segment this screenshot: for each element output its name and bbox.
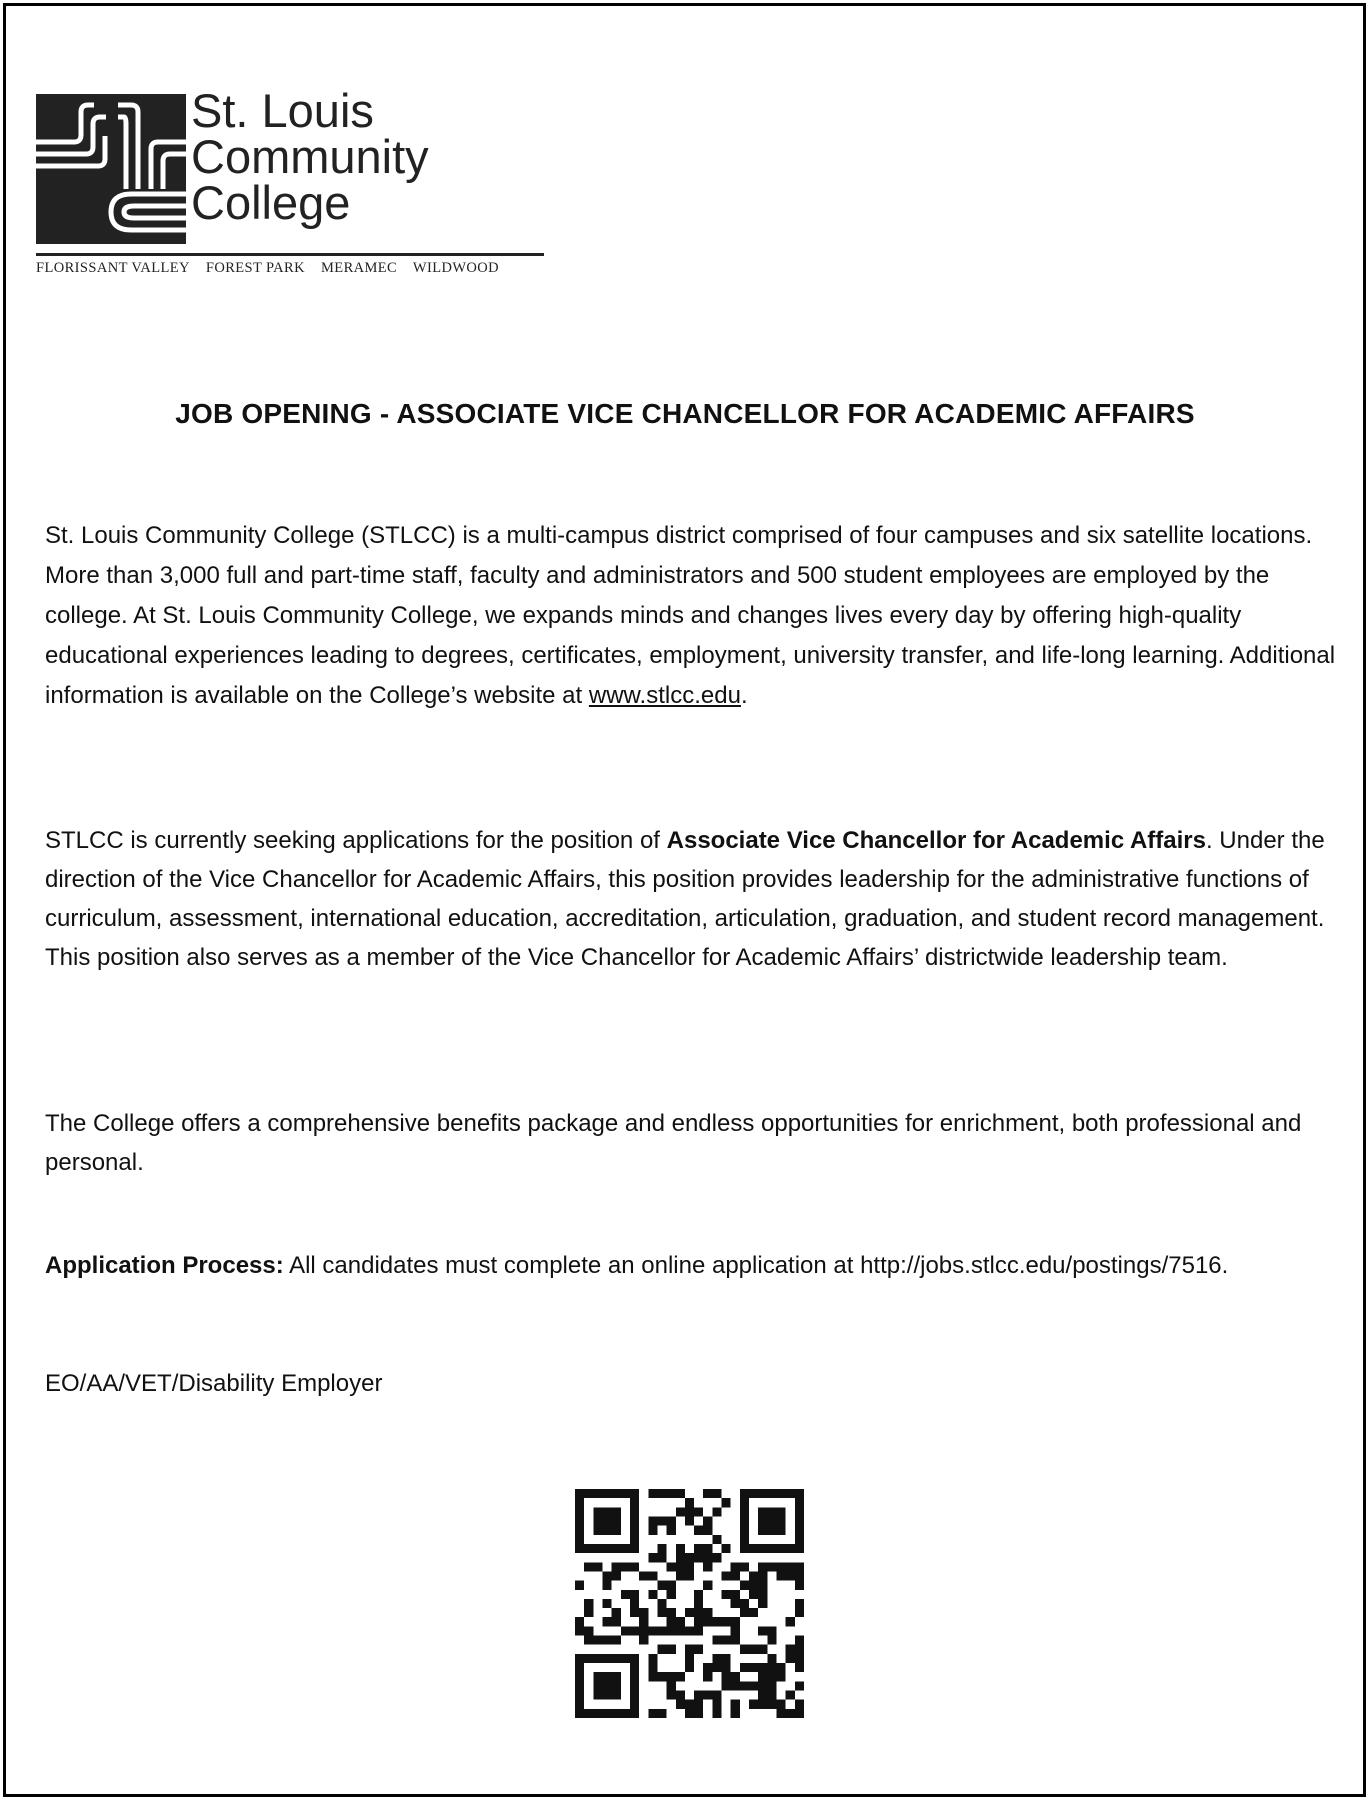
campus-florissant-valley: FLORISSANT VALLEY [36, 260, 190, 276]
college-emblem-icon [36, 94, 186, 244]
logo-divider [36, 253, 544, 256]
intro-end: . [740, 682, 748, 709]
campus-meramec: MERAMEC [321, 260, 398, 276]
campus-forest-park: FOREST PARK [205, 260, 305, 276]
website-link[interactable]: www.stlcc.edu [588, 682, 741, 709]
eeo-statement: EO/AA/VET/Disability Employer [45, 1370, 383, 1397]
wordmark-line-3: College [191, 176, 351, 229]
position-paragraph [45, 821, 1340, 977]
college-wordmark [191, 84, 429, 229]
application-label: Application Process: [45, 1252, 284, 1279]
campus-list [36, 260, 511, 277]
campus-wildwood: WILDWOOD [412, 260, 500, 276]
position-title: Associate Vice Chancellor for Academic Affairs [666, 827, 1206, 854]
job-posting-page [3, 3, 1366, 1797]
intro-paragraph [45, 516, 1340, 716]
wordmark-line-1: St. Louis [191, 84, 374, 137]
benefits-paragraph: The College offers a comprehensive benefits package and endless opportunities for enrichment, both professional and personal. [45, 1110, 1302, 1176]
college-logo [36, 84, 546, 284]
application-text: All candidates must complete an online application at http://jobs.stlcc.edu/postings/7516. [283, 1252, 1229, 1279]
page-title: JOB OPENING - ASSOCIATE VICE CHANCELLOR FOR ACADEMIC AFFAIRS [175, 398, 1195, 429]
position-description: . Under the direction of the Vice Chancellor for Academic Affairs, this position provides leadership for the administrative functions of curriculum, assessment, international education, accreditation, articulation, graduation, and student record management. This position also serves as a member of the Vice Chancellor for Academic Affairs’ districtwide leadership team. [45, 827, 1325, 971]
application-paragraph [45, 1244, 1340, 1288]
intro-text: St. Louis Community College (STLCC) is a multi-campus district comprised of four campuses and six satellite locations. More than 3,000 full and part-time staff, faculty and administrators and 500 student employees are employed by the college. At St. Louis Community College, we expands minds and changes lives every day by offering high-quality educational experiences leading to degrees, certificates, employment, university transfer, and life-long learning. Additional information is available on the College’s website at [45, 522, 1336, 709]
qr-code[interactable] [575, 1489, 804, 1718]
position-lead: STLCC is currently seeking applications for the position of [45, 827, 667, 854]
wordmark-line-2: Community [191, 130, 429, 183]
